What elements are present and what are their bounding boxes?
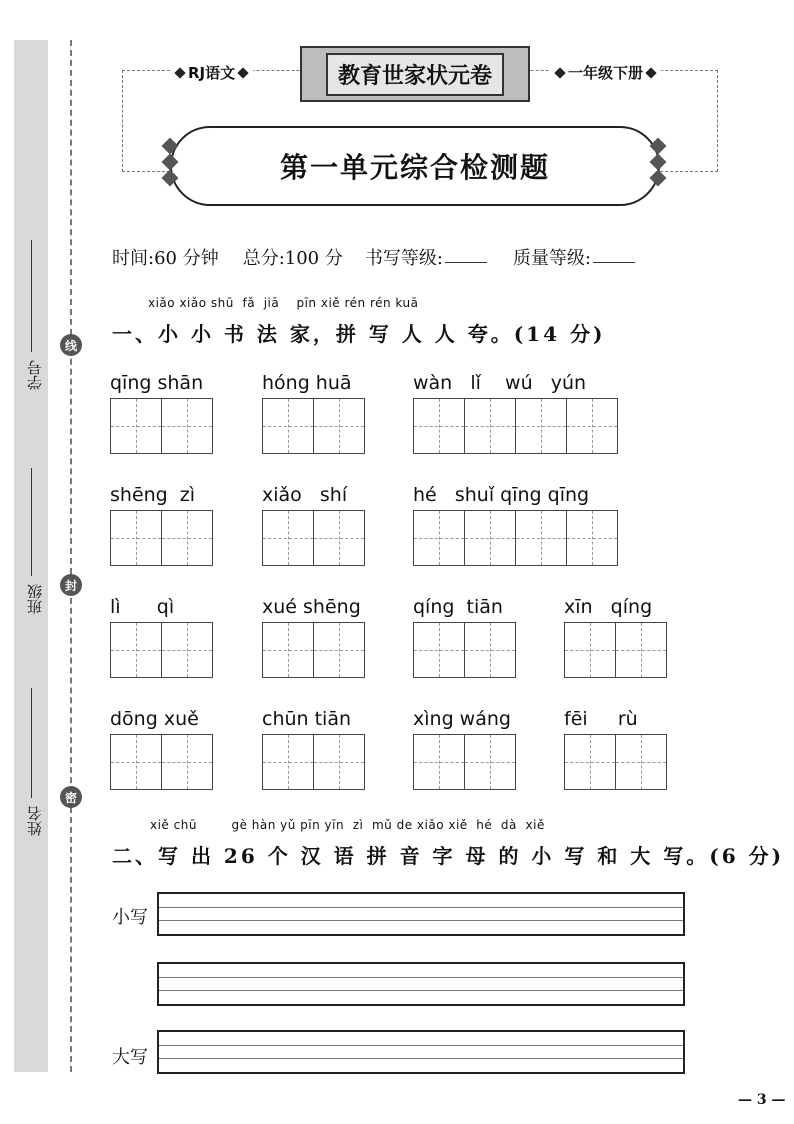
writing-cell[interactable] [413,622,465,678]
word-pinyin: xīn qíng [564,596,653,618]
quality-grade-blank[interactable] [593,244,635,263]
word-group [564,596,667,678]
writing-grade-label: 书写等级: [364,248,443,269]
tianzige-grid [413,734,516,790]
word-pinyin: shēng zì [110,484,196,506]
word-group [413,372,618,454]
writing-cell[interactable] [262,398,314,454]
exam-info [112,244,635,270]
word-pinyin: wàn lǐ wú yún [413,372,587,394]
writing-cell[interactable] [110,510,162,566]
tianzige-grid [262,622,365,678]
tianzige-grid [564,622,667,678]
writing-cell[interactable] [464,734,516,790]
word-group [110,484,213,566]
writing-cell[interactable] [515,510,567,566]
writing-cell[interactable] [313,622,365,678]
tianzige-grid [262,510,365,566]
writing-cell[interactable] [564,622,616,678]
word-group [413,596,516,678]
writing-cell[interactable] [464,398,516,454]
seal-seal-badge: 封 [60,574,82,596]
word-pinyin: lì qì [110,596,175,618]
word-group [262,372,365,454]
binding-dashed-line [70,40,72,1072]
subject-tag-text: RJ语文 [188,64,236,82]
subject-tag [170,62,253,83]
writing-cell[interactable] [161,622,213,678]
writing-cell[interactable] [262,734,314,790]
writing-cell[interactable] [413,398,465,454]
word-group [110,372,213,454]
writing-cell[interactable] [313,734,365,790]
writing-cell[interactable] [161,510,213,566]
quality-grade-label: 质量等级: [512,248,592,269]
writing-cell[interactable] [615,734,667,790]
writing-cell[interactable] [566,510,618,566]
right-diamond-decoration [652,140,664,184]
word-group [262,484,365,566]
writing-cell[interactable] [161,398,213,454]
tianzige-grid [110,622,213,678]
writing-cell[interactable] [515,398,567,454]
section2-title: 二、写 出 26 个 汉 语 拼 音 字 母 的 小 写 和 大 写。(6 分) [112,844,785,868]
word-group [413,708,516,790]
word-group [110,596,213,678]
page-title: 第一单元综合检测题 [279,151,550,184]
section1-pinyin: xiǎo xiǎo shū fǎ jiā pīn xiě rén rén kuā [148,296,419,310]
section1-title: 一、小 小 书 法 家，拼 写 人 人 夸。(14 分) [112,322,606,346]
class-label: 班级 [26,584,44,614]
tianzige-grid [110,510,213,566]
class-field[interactable] [31,468,32,576]
tianzige-grid [413,398,618,454]
grade-tag [550,62,661,83]
writing-grade-blank[interactable] [445,244,487,263]
section2-pinyin: xiě chū gè hàn yǔ pīn yīn zì mǔ de xiǎo xiě hé dà xiě [150,818,545,832]
lowercase-writing-line-2[interactable] [157,962,685,1006]
word-group [262,596,365,678]
grade-tag-text: 一年级下册 [568,64,644,82]
name-label: 姓名 [26,806,44,836]
exam-time: 时间:60 分钟 [112,248,219,269]
writing-cell[interactable] [566,398,618,454]
diamond-icon [237,67,248,78]
word-group [413,484,618,566]
title-banner [170,126,660,206]
seal-secret-badge: 密 [60,786,82,808]
brand-title: 教育世家状元卷 [326,53,504,96]
writing-cell[interactable] [413,734,465,790]
tianzige-grid [413,622,516,678]
seal-line-badge: 线 [60,334,82,356]
word-pinyin: qīng shān [110,372,204,394]
word-pinyin: hé shuǐ qīng qīng [413,484,590,506]
word-pinyin: dōng xuě [110,708,199,730]
tianzige-grid [262,734,365,790]
page-number: — 3 — [738,1092,786,1108]
word-pinyin: fēi rù [564,708,638,730]
lowercase-label: 小写 [112,907,148,928]
tianzige-grid [564,734,667,790]
word-pinyin: xué shēng [262,596,361,618]
brand-scroll [300,46,530,102]
writing-cell[interactable] [313,510,365,566]
writing-cell[interactable] [110,622,162,678]
writing-cell[interactable] [110,734,162,790]
writing-cell[interactable] [110,398,162,454]
student-number-field[interactable] [31,240,32,352]
word-group [564,708,667,790]
word-pinyin: chūn tiān [262,708,352,730]
tianzige-grid [110,734,213,790]
writing-cell[interactable] [262,510,314,566]
writing-cell[interactable] [615,622,667,678]
tianzige-grid [413,510,618,566]
exam-total: 总分:100 分 [242,248,343,269]
writing-cell[interactable] [262,622,314,678]
word-pinyin: xiǎo shí [262,484,348,506]
writing-cell[interactable] [161,734,213,790]
left-diamond-decoration [164,140,176,184]
word-group [110,708,213,790]
writing-cell[interactable] [464,622,516,678]
word-pinyin: qíng tiān [413,596,503,618]
diamond-icon [554,67,565,78]
uppercase-label: 大写 [112,1047,148,1068]
tianzige-grid [262,398,365,454]
word-group [262,708,365,790]
diamond-icon [645,67,656,78]
writing-cell[interactable] [564,734,616,790]
word-pinyin: hóng huā [262,372,352,394]
writing-cell[interactable] [313,398,365,454]
writing-cell[interactable] [413,510,465,566]
uppercase-writing-line[interactable] [157,1030,685,1074]
word-pinyin: xìng wáng [413,708,511,730]
lowercase-writing-line-1[interactable] [157,892,685,936]
tianzige-grid [110,398,213,454]
name-field[interactable] [31,688,32,798]
student-number-label: 学号 [26,360,44,390]
diamond-icon [174,67,185,78]
writing-cell[interactable] [464,510,516,566]
